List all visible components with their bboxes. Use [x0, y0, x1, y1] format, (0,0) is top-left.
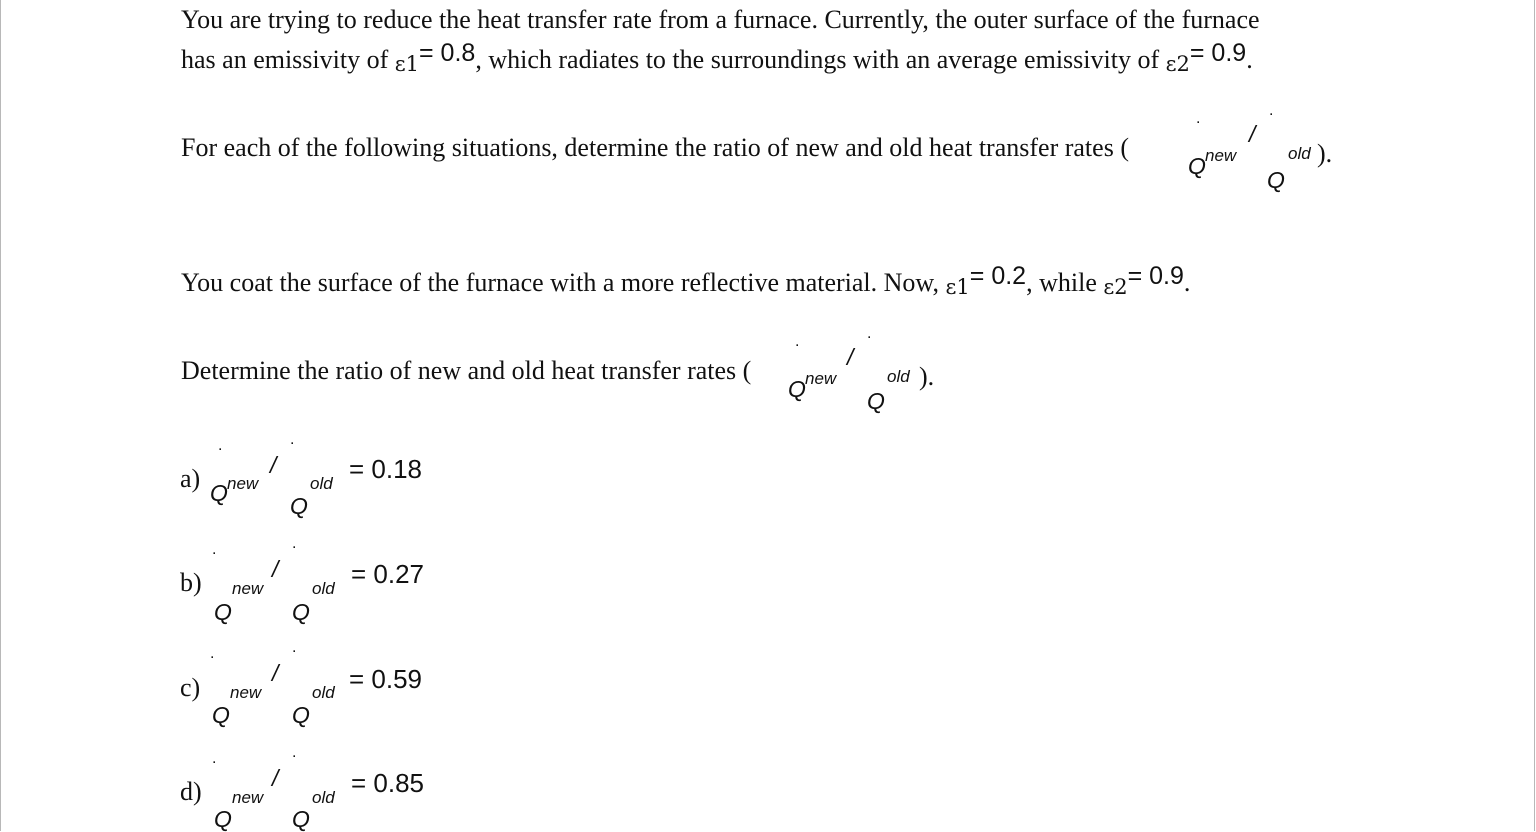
- epsilon-1-symbol: ε1: [394, 52, 420, 76]
- new-subscript: new: [232, 788, 264, 807]
- option-d-label: d): [180, 777, 202, 806]
- instruction-text: For each of the following situations, determine the ratio of new and old heat transfer rates (: [181, 133, 1129, 162]
- scenario-epsilon-2-value: = 0.9: [1127, 262, 1184, 290]
- old-subscript: old: [887, 367, 910, 386]
- q-new-symbol: Q: [1188, 153, 1206, 179]
- scenario-line: [181, 262, 1191, 299]
- option-a-value: = 0.18: [349, 454, 423, 484]
- q-old-symbol: Q: [292, 702, 310, 728]
- q-dot: .: [290, 431, 295, 448]
- old-subscript: old: [312, 788, 335, 807]
- option-d-value: = 0.85: [351, 768, 425, 798]
- ratio-slash: /: [272, 660, 279, 686]
- q-new-symbol: Q: [788, 376, 806, 402]
- scenario-epsilon-2-symbol: ε2: [1103, 275, 1128, 299]
- old-subscript: old: [1288, 144, 1311, 163]
- new-subscript: new: [232, 579, 264, 598]
- old-subscript: old: [312, 683, 335, 702]
- q-dot: .: [212, 541, 217, 558]
- intro-line-2-middle: , which radiates to the surroundings with an average emissivity of: [475, 45, 1160, 74]
- ratio-slash: /: [270, 452, 277, 478]
- option-b-value: = 0.27: [351, 559, 425, 589]
- scenario-prefix: You coat the surface of the furnace with a more reflective material. Now,: [181, 268, 940, 297]
- intro-line-2-end: .: [1246, 45, 1253, 74]
- new-subscript: new: [230, 683, 262, 702]
- q-dot: .: [292, 535, 297, 552]
- q-dot: .: [292, 639, 297, 656]
- epsilon-2-symbol: ε2: [1165, 52, 1190, 76]
- q-dot: .: [1269, 102, 1274, 119]
- ratio-slash: /: [272, 765, 279, 791]
- epsilon-2-value: = 0.9: [1189, 39, 1247, 67]
- q-old-symbol: Q: [292, 806, 310, 832]
- option-a-label: a): [180, 464, 201, 493]
- new-subscript: new: [227, 474, 259, 493]
- q-new-symbol: Q: [214, 806, 232, 832]
- q-new-symbol: Q: [212, 702, 230, 728]
- question-ratio: [783, 325, 935, 414]
- page-left-border: [0, 0, 1, 831]
- q-new-symbol: Q: [214, 599, 232, 625]
- q-dot: .: [292, 744, 297, 761]
- q-new-symbol: Q: [210, 480, 228, 506]
- option-b-ratio: [206, 535, 356, 625]
- q-old-symbol: Q: [867, 388, 885, 414]
- old-subscript: old: [312, 579, 335, 598]
- question-text: Determine the ratio of new and old heat transfer rates (: [181, 356, 752, 385]
- new-subscript: new: [1205, 146, 1237, 165]
- ratio-slash: /: [1249, 121, 1256, 147]
- instruction-line: [181, 135, 1129, 161]
- intro-line-2-prefix: has an emissivity of: [181, 45, 389, 74]
- old-subscript: old: [310, 474, 333, 493]
- ratio-slash: /: [847, 344, 854, 370]
- question-close: ).: [919, 362, 935, 391]
- q-old-symbol: Q: [1267, 167, 1285, 193]
- option-d-ratio: [206, 744, 356, 832]
- q-old-symbol: Q: [290, 493, 308, 519]
- epsilon-1-value: = 0.8: [419, 39, 476, 67]
- intro-line-1: You are trying to reduce the heat transfer rate from a furnace. Currently, the outer surface of the furnace: [181, 5, 1260, 34]
- question-line: [181, 358, 751, 384]
- q-dot: .: [867, 325, 872, 342]
- instruction-close: ).: [1317, 139, 1333, 168]
- ratio-slash: /: [272, 556, 279, 582]
- q-dot: .: [218, 437, 223, 454]
- q-dot: .: [795, 333, 800, 350]
- q-dot: .: [212, 750, 217, 767]
- scenario-middle: , while: [1026, 268, 1097, 297]
- q-dot: .: [1196, 110, 1201, 127]
- option-a-ratio: [206, 431, 356, 519]
- new-subscript: new: [805, 369, 837, 388]
- scenario-epsilon-1-value: = 0.2: [969, 262, 1027, 290]
- scenario-end: .: [1183, 268, 1191, 297]
- option-c-label: c): [180, 673, 201, 702]
- page-right-border: [1534, 0, 1535, 831]
- instruction-ratio: [1183, 102, 1333, 193]
- scenario-epsilon-1-symbol: ε1: [945, 275, 970, 299]
- option-b-label: b): [180, 568, 202, 597]
- option-c-ratio: [206, 639, 356, 728]
- q-old-symbol: Q: [292, 599, 310, 625]
- intro-line-2: [181, 39, 1253, 76]
- option-c-value: = 0.59: [349, 664, 423, 694]
- q-dot: .: [210, 645, 215, 662]
